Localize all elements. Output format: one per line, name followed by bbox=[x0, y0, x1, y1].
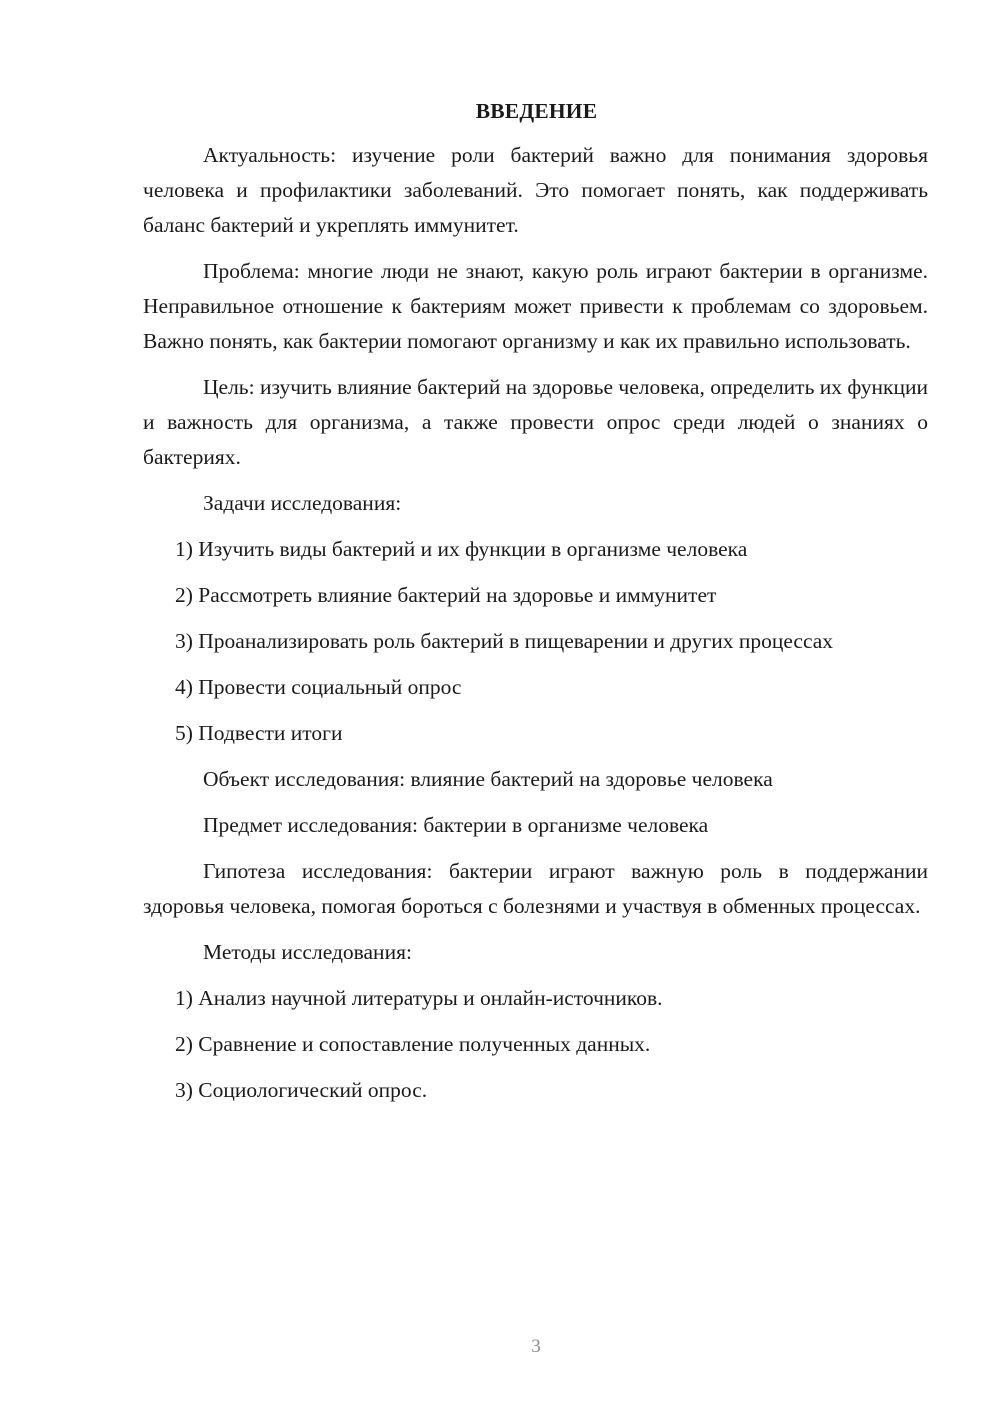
task-item-3: 3) Проанализировать роль бактерий в пищеварении и других процессах bbox=[175, 629, 834, 653]
task-item-5: 5) Подвести итоги bbox=[175, 721, 343, 745]
relevance-paragraph: Актуальность: изучение роли бактерий важно для понимания здоровья человека и профилактики заболеваний. Это помогает понять, как поддерживать баланс бактерий и укреплять иммунитет. bbox=[143, 143, 928, 237]
page-number: 3 bbox=[531, 1336, 541, 1357]
task-item-1: 1) Изучить виды бактерий и их функции в организме человека bbox=[175, 537, 748, 561]
page-content bbox=[143, 96, 928, 1119]
section-title: ВВЕДЕНИЕ bbox=[475, 99, 598, 123]
hypothesis-paragraph: Гипотеза исследования: бактерии играют важную роль в поддержании здоровья человека, помогая бороться с болезнями и участвуя в обменных процессах. bbox=[143, 859, 928, 918]
method-item-3: 3) Социологический опрос. bbox=[175, 1078, 428, 1102]
tasks-heading: Задачи исследования: bbox=[203, 491, 402, 515]
object-line: Объект исследования: влияние бактерий на здоровье человека bbox=[203, 767, 773, 791]
task-item-2: 2) Рассмотреть влияние бактерий на здоровье и иммунитет bbox=[175, 583, 717, 607]
task-item-4: 4) Провести социальный опрос bbox=[175, 675, 462, 699]
methods-heading: Методы исследования: bbox=[203, 940, 412, 964]
subject-line: Предмет исследования: бактерии в организме человека bbox=[203, 813, 709, 837]
problem-paragraph: Проблема: многие люди не знают, какую роль играют бактерии в организме. Неправильное отношение к бактериям может привести к проблемам со здоровьем. Важно понять, как бактерии помогают организму и как их правильно использовать. bbox=[143, 259, 928, 353]
method-item-1: 1) Анализ научной литературы и онлайн-источников. bbox=[175, 986, 663, 1010]
goal-paragraph: Цель: изучить влияние бактерий на здоровье человека, определить их функции и важность для организма, а также провести опрос среди людей о знаниях о бактериях. bbox=[143, 375, 928, 469]
method-item-2: 2) Сравнение и сопоставление полученных данных. bbox=[175, 1032, 651, 1056]
